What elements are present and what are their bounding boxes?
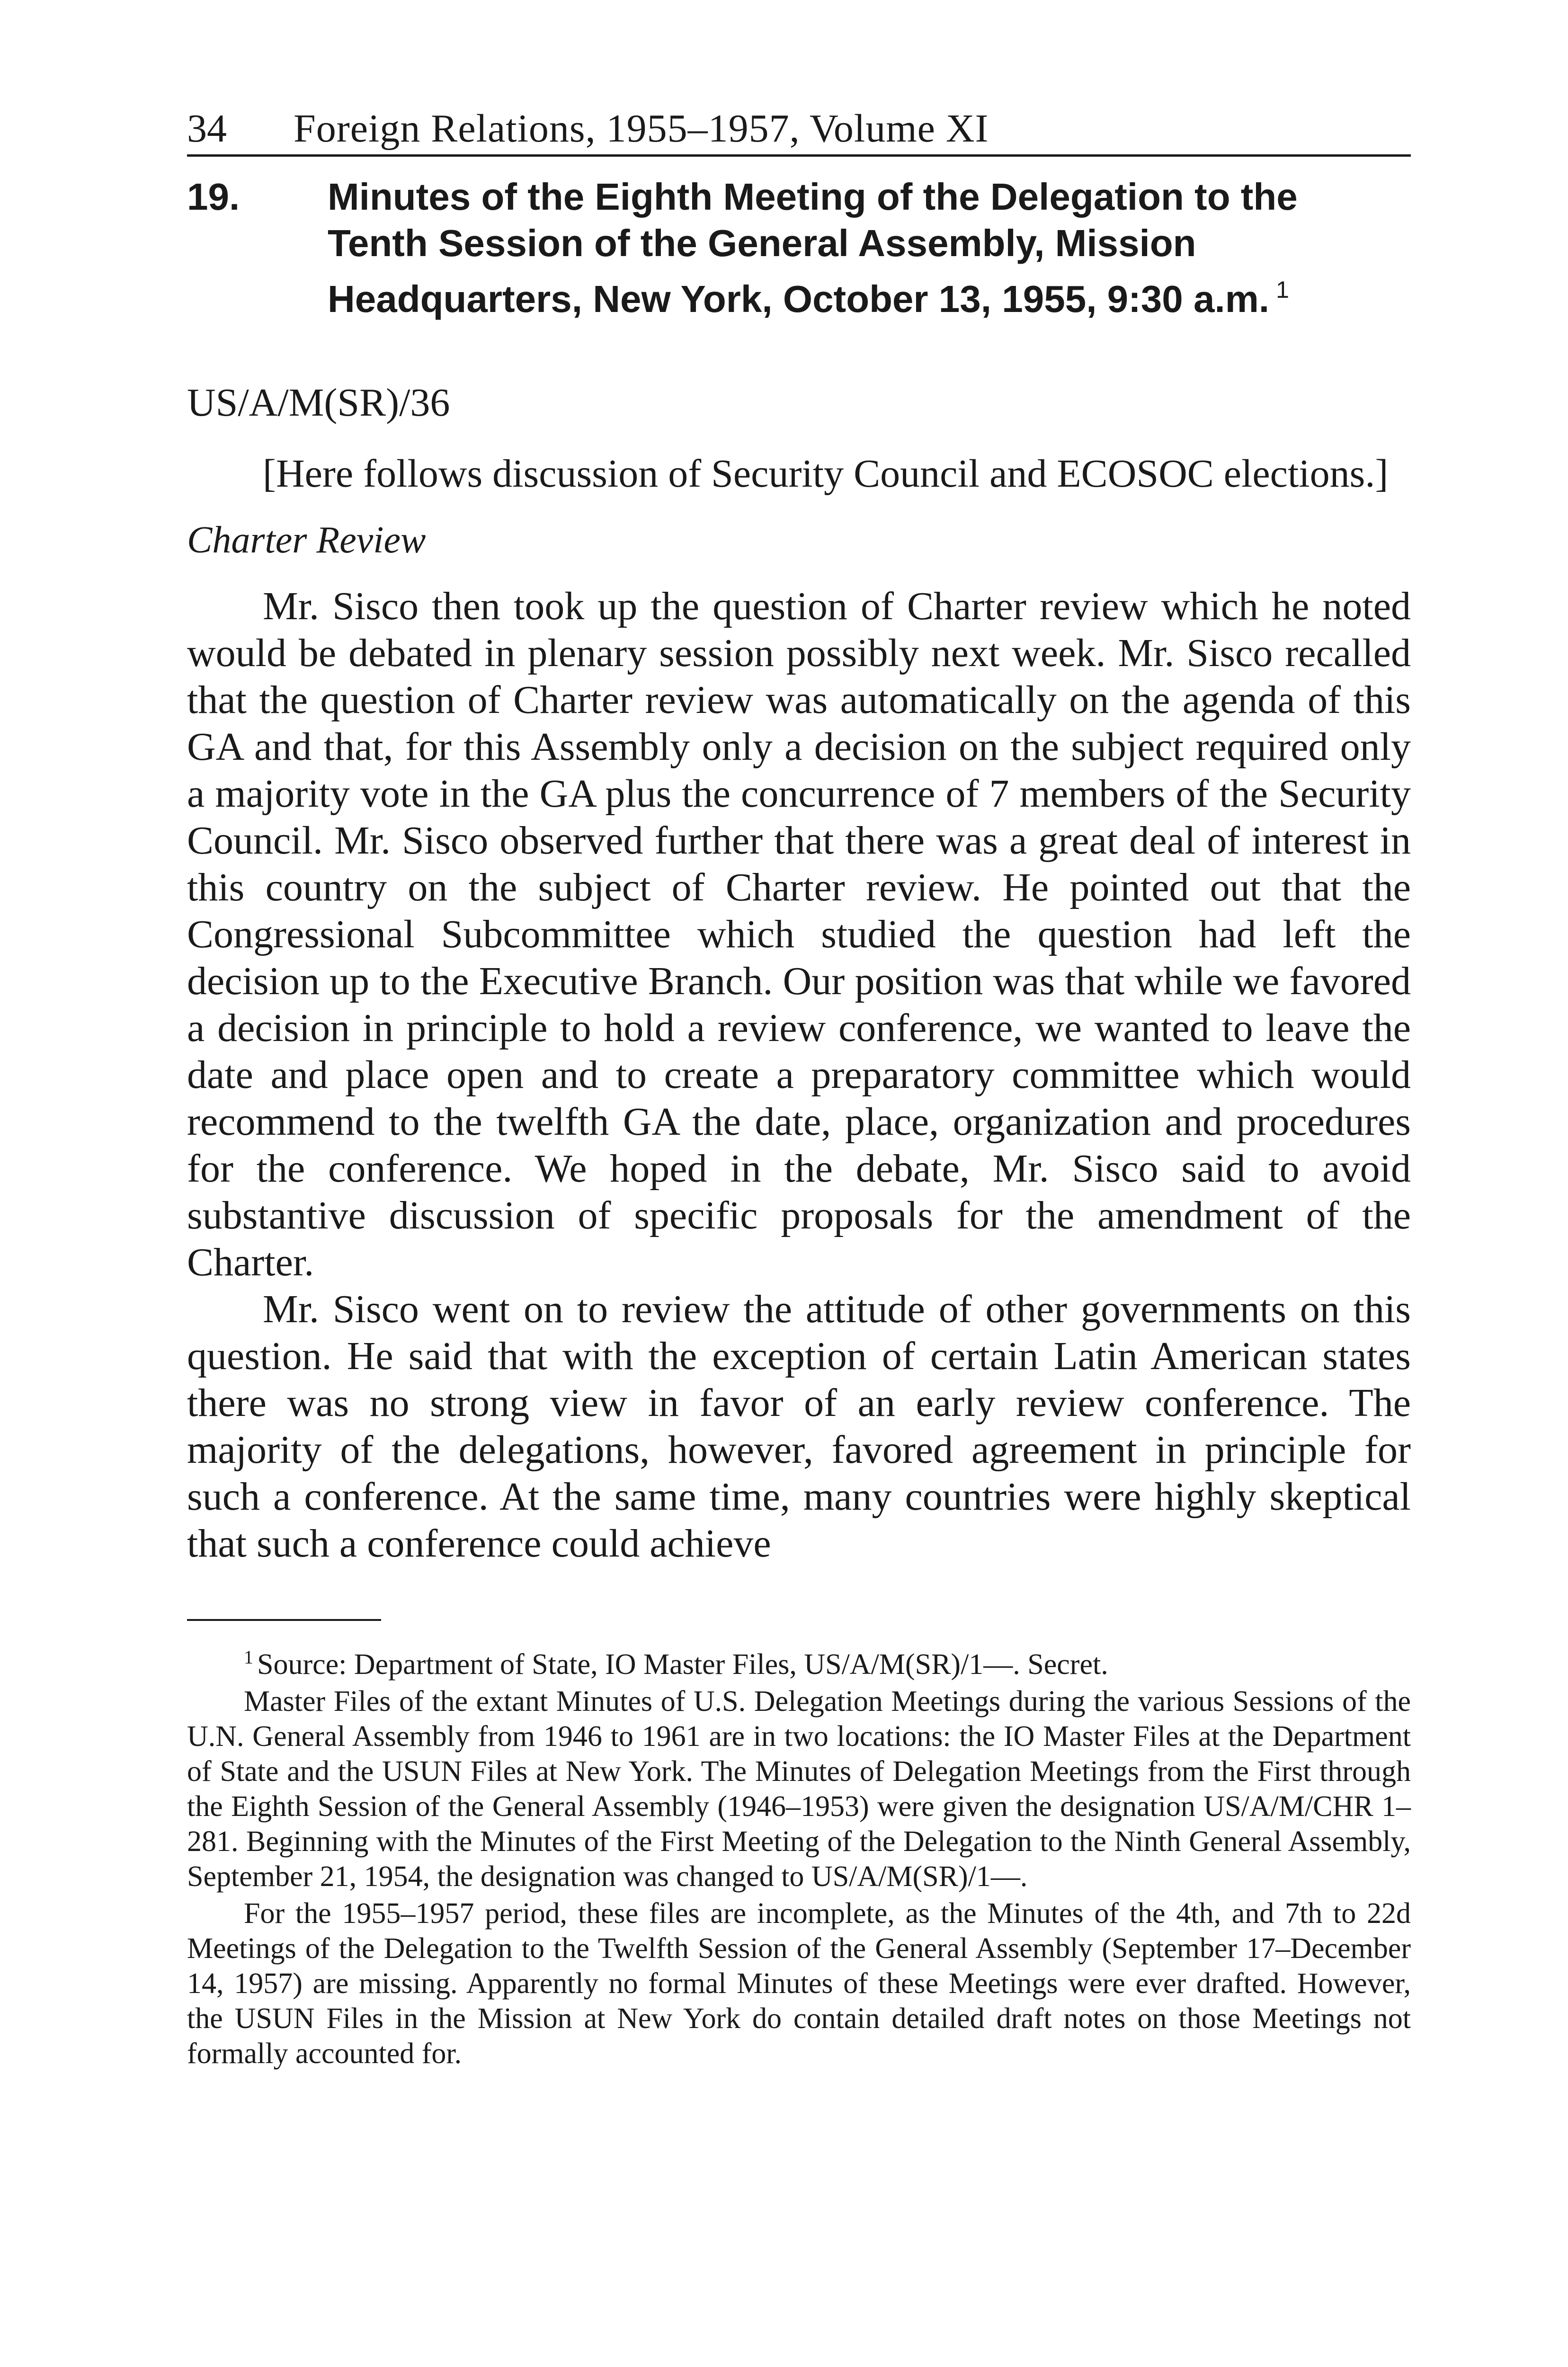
editorial-note: [Here follows discussion of Security Council and ECOSOC elections.] bbox=[263, 452, 1389, 496]
volume-title: Foreign Relations, 1955–1957, Volume XI bbox=[294, 107, 989, 151]
footnote-marker: 1 bbox=[244, 1646, 253, 1668]
footnote-source bbox=[187, 1640, 1411, 1682]
footnote-paragraph: Master Files of the extant Minutes of U.S. Delegation Meetings during the various Sessions of the U.N. General Assembly from 1946 to 1961 are in two locations: the IO Master Files at the Department of State and the USUN Files at New York. The Minutes of Delegation Meetings from the First through the Eighth Session of the General Assembly (1946–1953) were given the designation US/A/M/CHR 1–281. Beginning with the Minutes of the First Meeting of the Delegation to the Ninth General Assembly, September 21, 1954, the designation was changed to US/A/M(SR)/1—. bbox=[187, 1685, 1411, 1893]
page-number: 34 bbox=[187, 107, 227, 151]
document-page bbox=[187, 95, 1411, 2071]
section-heading: Charter Review bbox=[187, 519, 426, 561]
footnote-source-text: Source: Department of State, IO Master Files, US/A/M(SR)/1—. Secret. bbox=[257, 1648, 1108, 1681]
body-paragraph: Mr. Sisco then took up the question of Charter review which he noted would be debated in plenary session possibly next week. Mr. Sisco recalled that the question of Charter review was automatically on the agenda of this GA and that, for this Assembly only a decision on the subject required only a majority vote in the GA plus the concurrence of 7 members of the Security Council. Mr. Sisco observed further that there was a great deal of interest in this country on the subject of Charter review. He pointed out that the Congressional Subcommittee which studied the question had left the decision up to the Executive Branch. Our position was that while we favored a decision in principle to hold a review conference, we wanted to leave the date and place open and to create a preparatory committee which would recommend to the twelfth GA the date, place, organization and procedures for the conference. We hoped in the debate, Mr. Sisco said to avoid substantive discussion of specific proposals for the amendment of the Charter. bbox=[187, 584, 1411, 1284]
footnote-divider bbox=[187, 1619, 381, 1621]
document-identifier: US/A/M(SR)/36 bbox=[187, 381, 450, 425]
document-heading bbox=[187, 174, 1411, 322]
body-paragraph: Mr. Sisco went on to review the attitude of other governments on this question. He said that with the exception of certain Latin American states there was no strong view in favor of an early review conference. The majority of the delegations, however, favored agreement in principle for such a conference. At the same time, many countries were highly skeptical that such a conference could achieve bbox=[187, 1287, 1411, 1566]
footnote-reference: 1 bbox=[1276, 276, 1289, 303]
footnotes bbox=[187, 1640, 1411, 2071]
document-title: Minutes of the Eighth Meeting of the Delegation to the Tenth Session of the General Assembly, Mission Headquarters, New York, October 13, 1955, 9:30 a.m. bbox=[328, 176, 1298, 320]
document-title-block bbox=[328, 174, 1402, 322]
running-head bbox=[187, 95, 1411, 157]
footnote-paragraph: For the 1955–1957 period, these files are incomplete, as the Minutes of the 4th, and 7th to 22d Meetings of the Delegation to the Twelfth Session of the General Assembly (September 17–December 14, 1957) are missing. Apparently no formal Minutes of these Meetings were ever drafted. However, the USUN Files in the Mission at New York do contain detailed draft notes on those Meetings not formally accounted for. bbox=[187, 1897, 1411, 2070]
document-number: 19. bbox=[187, 176, 240, 218]
body-text bbox=[187, 583, 1411, 1567]
